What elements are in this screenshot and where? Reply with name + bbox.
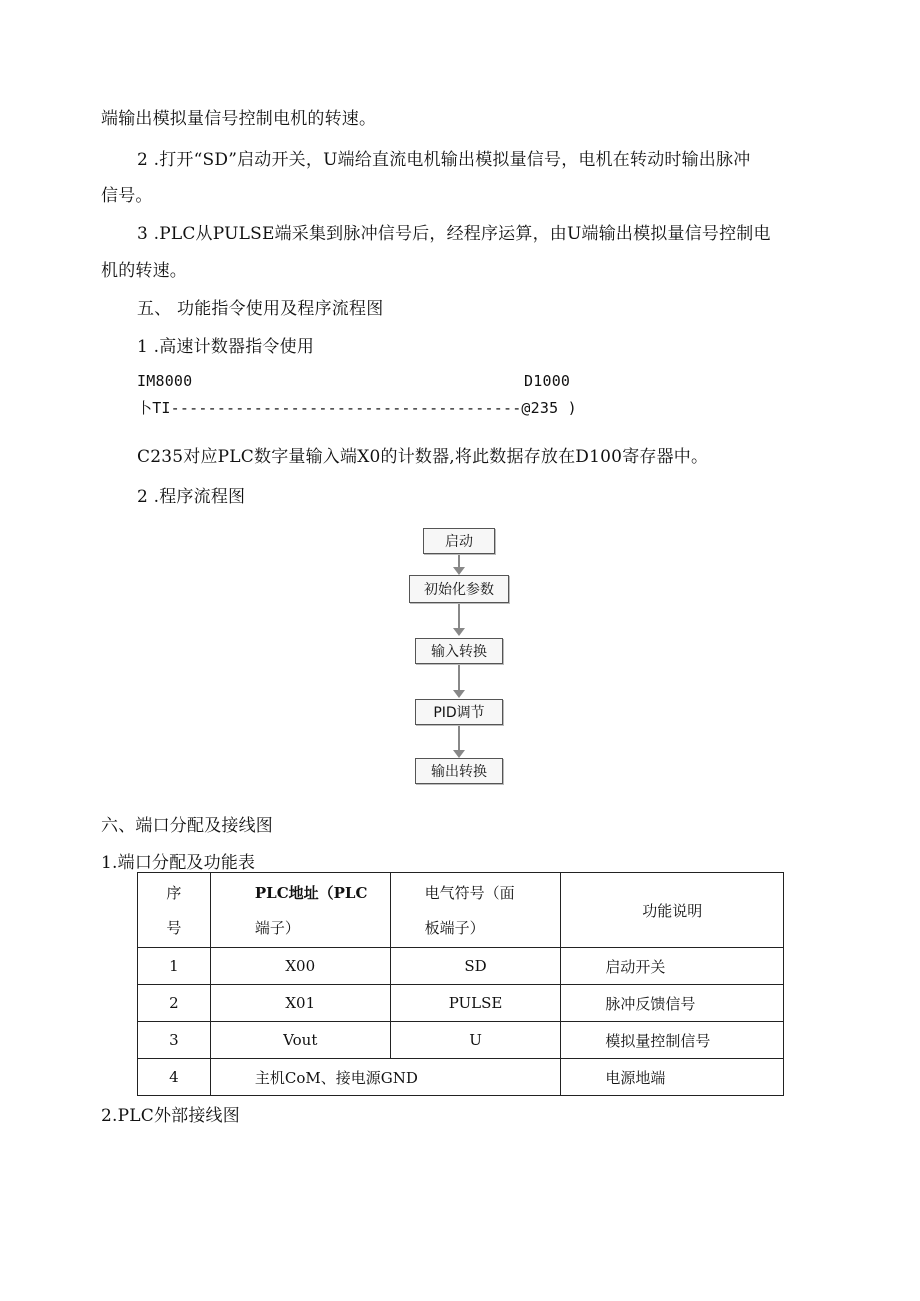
flow-arrow-head <box>453 567 465 575</box>
paragraph-item-3: 3 .PLC从PULSE端采集到脉冲信号后，经程序运算，由U端输出模拟量信号控制电 <box>137 224 771 244</box>
paragraph-item-3-cont: 机的转速。 <box>101 261 187 281</box>
section-heading-6: 六、端口分配及接线图 <box>101 816 273 836</box>
cell-symbol: U <box>390 1022 561 1059</box>
flow-arrow <box>458 604 460 630</box>
cell-address: Vout <box>210 1022 390 1059</box>
subheading-port-table: 1.端口分配及功能表 <box>101 853 256 873</box>
table-row <box>138 948 784 985</box>
flow-arrow-head <box>453 690 465 698</box>
table-row <box>138 1022 784 1059</box>
paragraph-item-2: 2 .打开“SD”启动开关，U端给直流电机输出模拟量信号，电机在转动时输出脉冲 <box>137 150 751 170</box>
cell-merged-ground: 主机CoM、接电源GND <box>210 1059 561 1096</box>
header-symbol: 电气符号（面 板端子） <box>390 873 561 948</box>
paragraph-continuation: 端输出模拟量信号控制电机的转速。 <box>101 109 377 129</box>
cell-no: 4 <box>138 1059 211 1096</box>
flow-arrow <box>458 726 460 752</box>
cell-symbol: PULSE <box>390 985 561 1022</box>
program-flowchart <box>401 518 521 790</box>
ladder-rung: 卜TI--------------------------------------@235 ) <box>137 399 577 417</box>
header-function: 功能说明 <box>561 873 784 948</box>
flow-step-pid: PID调节 <box>415 699 503 725</box>
ladder-label-right: D1000 <box>524 372 571 390</box>
flow-step-output: 输出转换 <box>415 758 503 784</box>
cell-function: 脉冲反馈信号 <box>561 985 784 1022</box>
subheading-wiring: 2.PLC外部接线图 <box>101 1106 240 1126</box>
table-row <box>138 1059 784 1096</box>
cell-no: 3 <box>138 1022 211 1059</box>
section-heading-5: 五、 功能指令使用及程序流程图 <box>137 299 384 319</box>
paragraph-item-2-cont: 信号。 <box>101 186 153 206</box>
flow-step-input: 输入转换 <box>415 638 503 664</box>
flow-arrow <box>458 665 460 692</box>
subheading-counter: 1 .高速计数器指令使用 <box>137 337 315 357</box>
cell-symbol: SD <box>390 948 561 985</box>
cell-function: 启动开关 <box>561 948 784 985</box>
flow-step-init: 初始化参数 <box>409 575 509 603</box>
flow-arrow-head <box>453 750 465 758</box>
header-seq: 序 号 <box>138 873 211 948</box>
cell-no: 1 <box>138 948 211 985</box>
cell-address: X00 <box>210 948 390 985</box>
flow-step-start: 启动 <box>423 528 495 554</box>
table-row <box>138 985 784 1022</box>
header-plc-address: PLC地址（PLC 端子） <box>210 873 390 948</box>
counter-note: C235对应PLC数字量输入端X0的计数器,将此数据存放在D100寄存器中。 <box>137 447 709 467</box>
cell-function: 模拟量控制信号 <box>561 1022 784 1059</box>
table-header-row <box>138 873 784 948</box>
flow-arrow-head <box>453 628 465 636</box>
ladder-label-left: IM8000 <box>137 372 193 390</box>
port-assignment-table <box>137 872 784 1096</box>
cell-function: 电源地端 <box>561 1059 784 1096</box>
cell-no: 2 <box>138 985 211 1022</box>
subheading-flowchart: 2 .程序流程图 <box>137 487 246 507</box>
cell-address: X01 <box>210 985 390 1022</box>
